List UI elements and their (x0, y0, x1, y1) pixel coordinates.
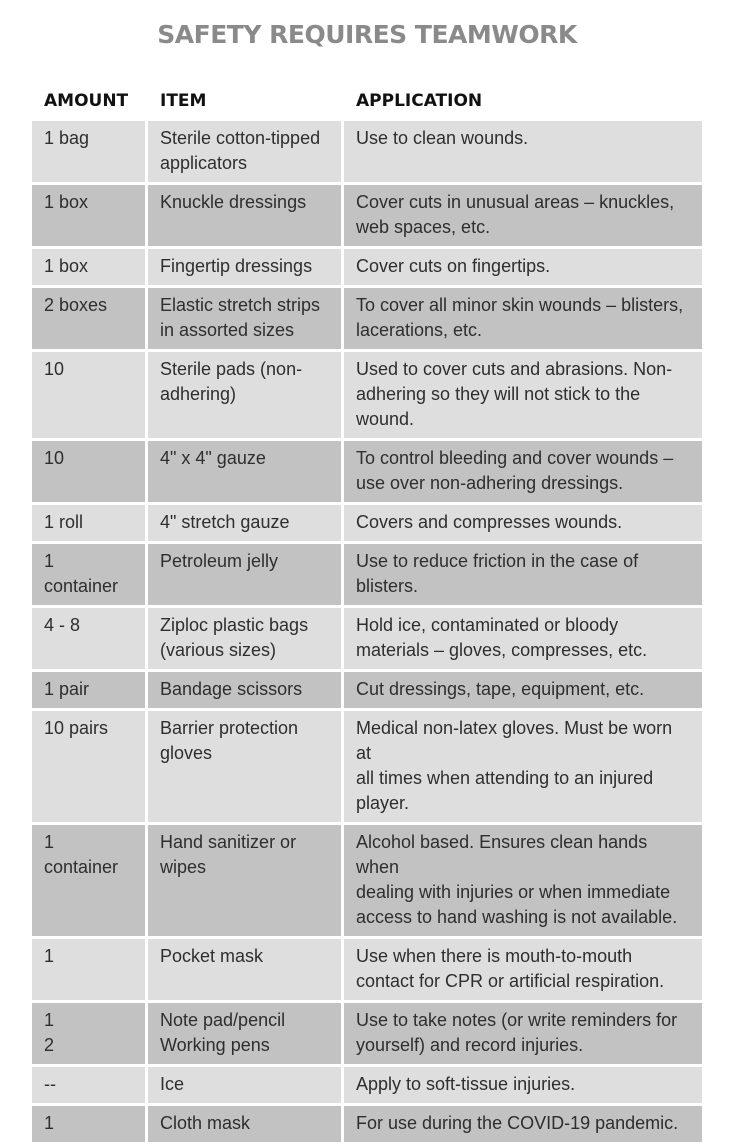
item-cell-line: Petroleum jelly (160, 551, 279, 571)
amount-cell (32, 249, 148, 288)
amount-cell (32, 544, 148, 608)
item-cell (148, 441, 344, 505)
amount-cell (32, 1106, 148, 1145)
table-row (32, 1003, 702, 1067)
item-cell-line: Knuckle dressings (160, 192, 307, 212)
amount-cell-line: 1 box (44, 256, 89, 276)
item-cell (148, 249, 344, 288)
application-cell (344, 121, 702, 185)
item-cell-line: wipes (160, 857, 207, 877)
application-cell-line: Covers and compresses wounds. (356, 512, 623, 532)
amount-cell (32, 505, 148, 544)
table-row (32, 249, 702, 288)
amount-cell-line: 1 pair (44, 679, 90, 699)
item-cell-line: (various sizes) (160, 640, 277, 660)
item-cell-line: Note pad/pencil (160, 1010, 286, 1030)
amount-cell-line: 1 (44, 946, 55, 966)
application-cell-line: To cover all minor skin wounds – blisters, (356, 295, 684, 315)
table-row (32, 1106, 702, 1145)
application-cell-line: Use to take notes (or write reminders for (356, 1010, 678, 1030)
amount-cell (32, 711, 148, 825)
application-cell (344, 1067, 702, 1106)
amount-cell-line: 1 container (44, 551, 119, 596)
first-aid-table (32, 84, 702, 1145)
amount-cell-line: 10 (44, 359, 65, 379)
amount-cell-line: 1 container (44, 832, 119, 877)
page-title: SAFETY REQUIRES TEAMWORK (157, 20, 577, 49)
item-cell-line: adhering) (160, 384, 237, 404)
item-cell-line: Cloth mask (160, 1113, 251, 1133)
application-cell-line: Cover cuts in unusual areas – knuckles, (356, 192, 675, 212)
application-cell-line: adhering so they will not stick to the wound. (356, 384, 641, 429)
application-cell-line: materials – gloves, compresses, etc. (356, 640, 648, 660)
application-cell-line: Use to clean wounds. (356, 128, 529, 148)
application-cell-line: Use when there is mouth-to-mouth (356, 946, 633, 966)
application-cell-line: lacerations, etc. (356, 320, 483, 340)
application-cell-line: Medical non-latex gloves. Must be worn at (356, 718, 673, 763)
amount-cell-line: 10 (44, 448, 65, 468)
application-cell (344, 1106, 702, 1145)
amount-cell (32, 1067, 148, 1106)
application-cell-line: blisters. (356, 576, 419, 596)
application-cell (344, 288, 702, 352)
amount-cell-line: 2 (44, 1035, 55, 1055)
table-row (32, 711, 702, 825)
item-cell (148, 672, 344, 711)
table-row (32, 544, 702, 608)
table-row (32, 1067, 702, 1106)
application-cell-line: web spaces, etc. (356, 217, 491, 237)
amount-cell (32, 1003, 148, 1067)
item-cell-line: gloves (160, 743, 213, 763)
application-cell-line: Cut dressings, tape, equipment, etc. (356, 679, 645, 699)
item-cell (148, 544, 344, 608)
amount-cell-line: 1 bag (44, 128, 90, 148)
application-cell (344, 825, 702, 939)
item-cell-line: Ice (160, 1074, 185, 1094)
header-application: APPLICATION (344, 84, 702, 121)
application-cell (344, 1003, 702, 1067)
amount-cell (32, 672, 148, 711)
amount-cell-line: -- (44, 1074, 56, 1094)
application-cell-line: Used to cover cuts and abrasions. Non- (356, 359, 673, 379)
table-row (32, 505, 702, 544)
amount-cell (32, 939, 148, 1003)
amount-cell (32, 288, 148, 352)
table-row (32, 288, 702, 352)
amount-cell (32, 185, 148, 249)
table-row (32, 672, 702, 711)
item-cell-line: Elastic stretch strips (160, 295, 321, 315)
item-cell (148, 352, 344, 441)
item-cell (148, 608, 344, 672)
table-row (32, 825, 702, 939)
application-cell-line: dealing with injuries or when immediate (356, 882, 671, 902)
amount-cell-line: 1 box (44, 192, 89, 212)
item-cell-line: Barrier protection (160, 718, 299, 738)
item-cell (148, 939, 344, 1003)
application-cell-line: Hold ice, contaminated or bloody (356, 615, 619, 635)
application-cell-line: Alcohol based. Ensures clean hands when (356, 832, 648, 877)
application-cell (344, 352, 702, 441)
application-cell (344, 441, 702, 505)
application-cell (344, 505, 702, 544)
amount-cell (32, 441, 148, 505)
header-amount: AMOUNT (32, 84, 148, 121)
item-cell (148, 121, 344, 185)
amount-cell (32, 121, 148, 185)
item-cell-line: Sterile pads (non- (160, 359, 303, 379)
table-row (32, 939, 702, 1003)
item-cell-line: Bandage scissors (160, 679, 303, 699)
application-cell-line: all times when attending to an injured player. (356, 768, 654, 813)
header-item: ITEM (148, 84, 344, 121)
item-cell (148, 1003, 344, 1067)
item-cell-line: in assorted sizes (160, 320, 295, 340)
amount-cell-line: 2 boxes (44, 295, 108, 315)
application-cell-line: use over non-adhering dressings. (356, 473, 624, 493)
item-cell (148, 825, 344, 939)
table-row (32, 608, 702, 672)
application-cell-line: contact for CPR or artificial respiration. (356, 971, 665, 991)
table-row (32, 121, 702, 185)
item-cell-line: 4" x 4" gauze (160, 448, 266, 468)
amount-cell (32, 352, 148, 441)
item-cell-line: Ziploc plastic bags (160, 615, 309, 635)
application-cell (344, 939, 702, 1003)
item-cell-line: Hand sanitizer or (160, 832, 297, 852)
application-cell (344, 711, 702, 825)
item-cell-line: Pocket mask (160, 946, 264, 966)
application-cell-line: Use to reduce friction in the case of (356, 551, 639, 571)
application-cell-line: For use during the COVID-19 pandemic. (356, 1113, 679, 1133)
item-cell-line: Sterile cotton-tipped (160, 128, 321, 148)
amount-cell-line: 10 pairs (44, 718, 109, 738)
item-cell-line: Fingertip dressings (160, 256, 313, 276)
item-cell-line: applicators (160, 153, 248, 173)
table-header-row (32, 84, 702, 121)
item-cell (148, 1106, 344, 1145)
item-cell-line: Working pens (160, 1035, 270, 1055)
first-aid-table-container (32, 84, 702, 1145)
application-cell (344, 608, 702, 672)
item-cell (148, 185, 344, 249)
amount-cell-line: 4 - 8 (44, 615, 81, 635)
application-cell-line: access to hand washing is not available. (356, 907, 678, 927)
amount-cell-line: 1 (44, 1113, 55, 1133)
table-row (32, 185, 702, 249)
application-cell-line: yourself) and record injuries. (356, 1035, 584, 1055)
table-body (32, 121, 702, 1145)
item-cell (148, 288, 344, 352)
application-cell (344, 185, 702, 249)
application-cell (344, 544, 702, 608)
amount-cell (32, 608, 148, 672)
amount-cell (32, 825, 148, 939)
amount-cell-line: 1 roll (44, 512, 84, 532)
application-cell (344, 249, 702, 288)
application-cell-line: To control bleeding and cover wounds – (356, 448, 674, 468)
item-cell (148, 711, 344, 825)
application-cell-line: Apply to soft-tissue injuries. (356, 1074, 576, 1094)
application-cell (344, 672, 702, 711)
table-row (32, 441, 702, 505)
item-cell (148, 505, 344, 544)
item-cell (148, 1067, 344, 1106)
amount-cell-line: 1 (44, 1010, 55, 1030)
application-cell-line: Cover cuts on fingertips. (356, 256, 551, 276)
item-cell-line: 4" stretch gauze (160, 512, 290, 532)
table-row (32, 352, 702, 441)
